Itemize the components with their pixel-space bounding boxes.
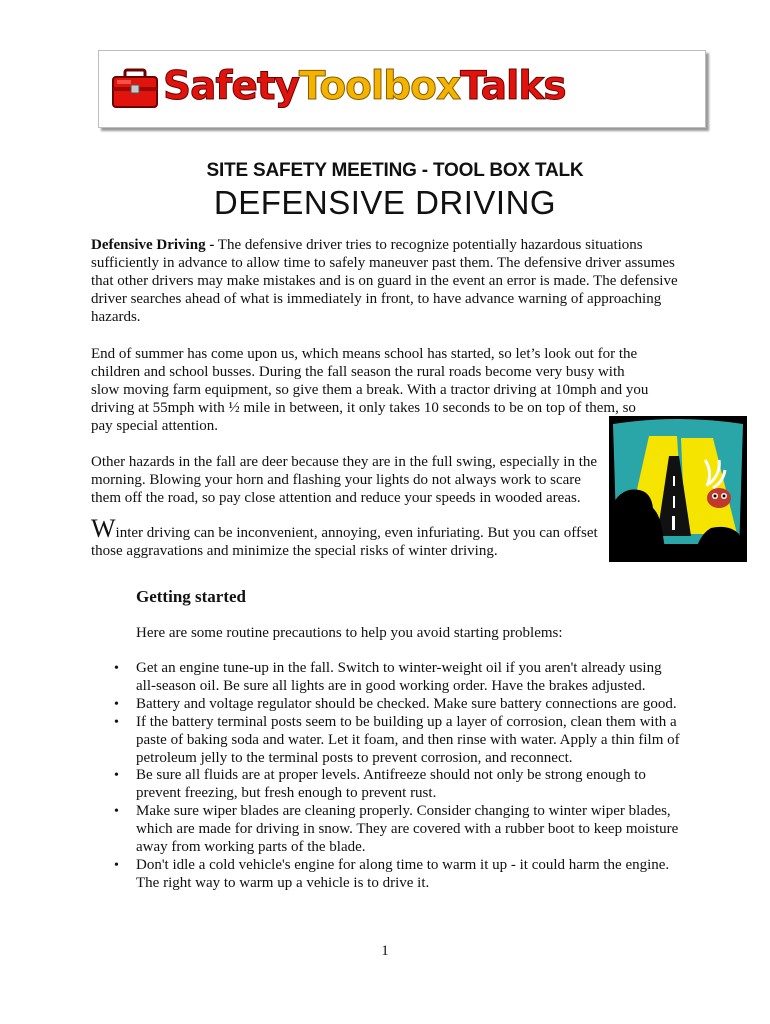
section-intro: Here are some routine precautions to help you avoid starting problems: <box>136 625 563 641</box>
list-item-text: Make sure wiper blades are cleaning properly. Consider changing to winter wiper blades, which are made for driving in snow. They are covered with a rubber boot to keep moisture away from working parts of the blade. <box>136 803 679 856</box>
paragraph-winter-driving <box>91 514 606 561</box>
paragraph-other-hazards: Other hazards in the fall are deer because they are in the full swing, especially in the morning. Blowing your horn and flashing your lights do not always work to scare them off the road, so pay close attention and reduce your speeds in wooded areas. <box>91 454 598 506</box>
list-item <box>114 695 684 714</box>
list-item-text: Be sure all fluids are at proper levels. Antifreeze should not only be strong enough to prevent freezing, but fresh enough to prevent rust. <box>136 767 646 802</box>
bullet-icon: • <box>114 804 119 820</box>
bullet-icon: • <box>114 714 119 730</box>
logo-text-toolbox: Toolbox <box>298 64 461 109</box>
bullet-icon: • <box>114 768 119 784</box>
paragraph-defensive-driving <box>91 237 691 327</box>
list-item-text: Get an engine tune-up in the fall. Switch to winter-weight oil if you aren't already using all-season oil. Be sure all lights are in good working order. Have the brakes adjusted. <box>136 660 662 694</box>
precautions-list <box>114 660 684 893</box>
logo-text-safety: Safety <box>163 64 299 109</box>
paragraph-end-of-summer: End of summer has come upon us, which means school has started, so let’s look out for the children and school busses. During the fall season the rural roads become very busy with slow moving farm equipment, so give them a break. With a tractor driving at 10mph and you driving at 55mph with ½ mile in between, it only takes 10 seconds to be on top of them, so pay special attention. <box>91 346 649 434</box>
paragraph-text: The defensive driver tries to recognize potentially hazardous situations sufficiently in advance to allow time to safely maneuver past them. The defensive driver assumes that other drivers may make mistakes and is on guard in the event an error is made. The defensive driver searches ahead of what is immediately in front, to have advance warning of approaching hazards. <box>91 237 678 325</box>
list-item-text: Battery and voltage regulator should be checked. Make sure battery connections are good. <box>136 695 677 712</box>
night-driving-deer-illustration <box>609 416 747 562</box>
page-number: 1 <box>381 943 389 959</box>
bullet-icon: • <box>114 696 119 712</box>
logo-text-talks: Talks <box>460 64 566 109</box>
list-item <box>114 767 684 803</box>
paragraph-lead: Defensive Driving - <box>91 237 215 253</box>
logo-wordmark <box>163 61 566 113</box>
document-subtitle: SITE SAFETY MEETING - TOOL BOX TALK <box>206 160 584 181</box>
list-item <box>114 856 684 893</box>
bullet-icon: • <box>114 857 119 873</box>
paragraph-text: inter driving can be inconvenient, annoying, even infuriating. But you can offset those aggravations and minimize the special risks of winter driving. <box>91 525 598 559</box>
bullet-icon: • <box>114 661 119 676</box>
list-item <box>114 660 684 696</box>
list-item <box>114 713 684 768</box>
list-item <box>114 803 684 857</box>
drop-cap: W <box>91 514 116 543</box>
document-title: DEFENSIVE DRIVING <box>213 184 557 221</box>
list-item-text: Don't idle a cold vehicle's engine for along time to warm it up - it could harm the engine. The right way to warm up a vehicle is to drive it. <box>136 856 670 891</box>
toolbox-icon <box>111 67 159 111</box>
section-heading: Getting started <box>136 587 247 606</box>
list-item-text: If the battery terminal posts seem to be building up a layer of corrosion, clean them with a paste of baking soda and water. Let it foam, and then rinse with water. Apply a thin film of petroleum jelly to the terminal posts to prevent corrosion, and reconnect. <box>136 713 680 766</box>
logo-banner <box>98 50 706 128</box>
